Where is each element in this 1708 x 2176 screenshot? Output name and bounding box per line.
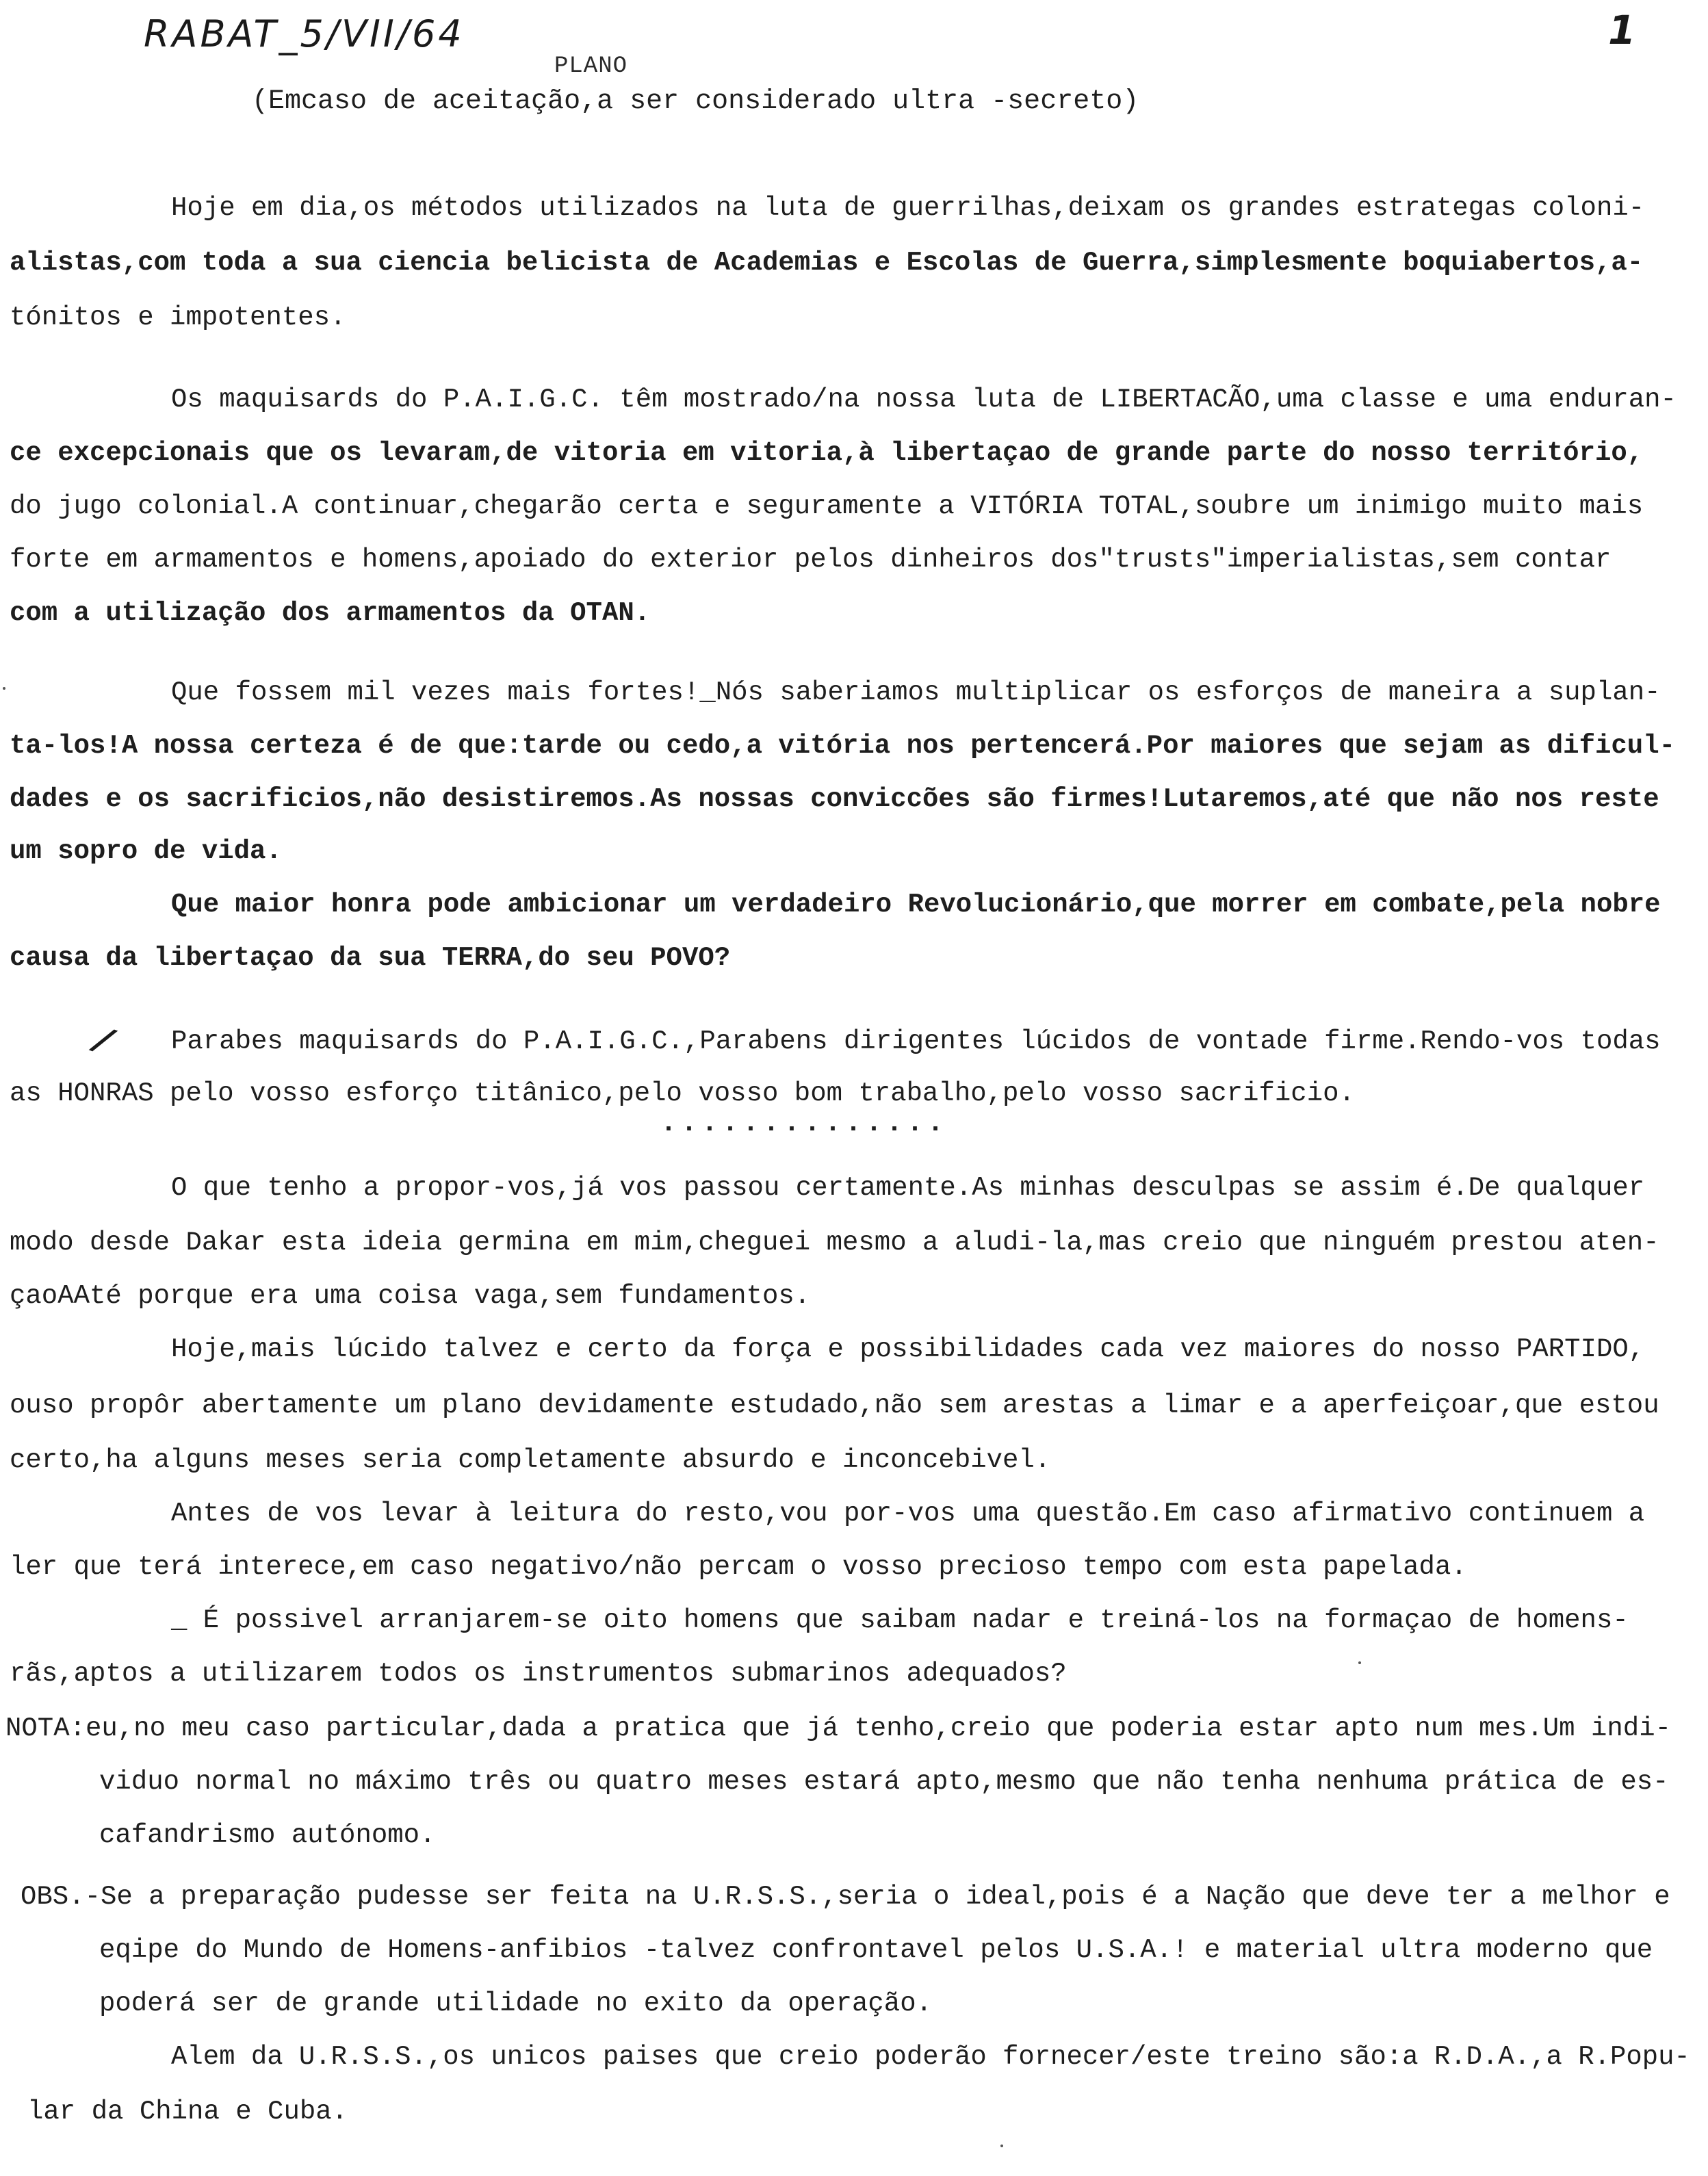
text-line: Hoje em dia,os métodos utilizados na luta de guerrilhas,deixam os grandes estrategas coloni-	[171, 193, 1645, 223]
text-line: OBS.-Se a preparação pudesse ser feita na U.R.S.S.,seria o ideal,pois é a Nação que deve ter a melhor e	[21, 1882, 1670, 1912]
text-line: poderá ser de grande utilidade no exito da operação.	[99, 1989, 932, 2019]
text-line: NOTA:eu,no meu caso particular,dada a pratica que já tenho,creio que poderia estar apto num mes.Um indi-	[5, 1713, 1671, 1744]
document-subtitle: (Emcaso de aceitação,a ser considerado ultra -secreto)	[252, 86, 1139, 117]
scan-speck	[1000, 2145, 1003, 2147]
text-line: eqipe do Mundo de Homens-anfibios -talvez confrontavel pelos U.S.A.! e material ultra moderno que	[99, 1935, 1653, 1965]
text-line: _ É possivel arranjarem-se oito homens que saibam nadar e treiná-los na formaçao de homens-	[171, 1605, 1629, 1635]
text-line: alistas,com toda a sua ciencia belicista de Academias e Escolas de Guerra,simplesmente boquiabertos,a-	[10, 248, 1644, 278]
text-line: cafandrismo autónomo.	[99, 1820, 436, 1850]
handwritten-place-date: RABAT_5/VII/64	[144, 12, 465, 55]
text-line: Hoje,mais lúcido talvez e certo da força e possibilidades cada vez maiores do nosso PARTIDO,	[171, 1334, 1645, 1364]
scan-speck	[1358, 1661, 1361, 1664]
text-line: ouso propôr abertamente um plano devidamente estudado,não sem arestas a limar e a aperfeiçoar,que estou	[10, 1390, 1659, 1421]
text-line: modo desde Dakar esta ideia germina em mim,cheguei mesmo a aludi-la,mas creio que ninguém prestou aten-	[10, 1228, 1659, 1258]
text-line: dades e os sacrificios,não desistiremos.As nossas conviccões são firmes!Lutaremos,até que não nos reste	[10, 784, 1659, 814]
text-line: ta-los!A nossa certeza é de que:tarde ou cedo,a vitória nos pertencerá.Por maiores que sejam as dificul-	[10, 731, 1675, 761]
text-line: Antes de vos levar à leitura do resto,vou por-vos uma questão.Em caso afirmativo continuem a	[171, 1499, 1645, 1529]
text-line: Alem da U.R.S.S.,os unicos paises que creio poderão fornecer/este treino são:a R.D.A.,a R.Popu-	[171, 2042, 1690, 2072]
text-line: Os maquisards do P.A.I.G.C. têm mostrado/na nossa luta de LIBERTACÃO,uma classe e uma enduran-	[171, 385, 1677, 415]
section-separator: ..............	[660, 1109, 948, 1139]
text-line: um sopro de vida.	[10, 836, 282, 866]
text-line: causa da libertaçao da sua TERRA,do seu POVO?	[10, 943, 731, 973]
text-line: certo,ha alguns meses seria completamente absurdo e inconcebivel.	[10, 1445, 1051, 1475]
text-line: ce excepcionais que os levaram,de vitoria em vitoria,à libertaçao de grande parte do nosso território,	[10, 438, 1644, 468]
text-line: Parabes maquisards do P.A.I.G.C.,Parabens dirigentes lúcidos de vontade firme.Rendo-vos todas	[171, 1026, 1661, 1057]
text-line: rãs,aptos a utilizarem todos os instrumentos submarinos adequados?	[10, 1659, 1067, 1689]
text-line: do jugo colonial.A continuar,chegarão certa e seguramente a VITÓRIA TOTAL,soubre um inimigo muito mais	[10, 491, 1644, 521]
text-line: as HONRAS pelo vosso esforço titânico,pelo vosso bom trabalho,pelo vosso sacrificio.	[10, 1078, 1355, 1109]
text-line: com a utilização dos armamentos da OTAN.	[10, 598, 651, 628]
document-title: PLANO	[554, 53, 628, 79]
text-line: çaoAAté porque era uma coisa vaga,sem fundamentos.	[10, 1281, 811, 1311]
scan-speck	[3, 687, 5, 690]
text-line: Que maior honra pode ambicionar um verdadeiro Revolucionário,que morrer em combate,pela nobre	[171, 890, 1661, 920]
text-line: tónitos e impotentes.	[10, 302, 346, 333]
text-line: lar da China e Cuba.	[27, 2097, 348, 2127]
text-line: Que fossem mil vezes mais fortes!_Nós saberiamos multiplicar os esforços de maneira a suplan-	[171, 677, 1661, 708]
text-line: forte em armamentos e homens,apoiado do exterior pelos dinheiros dos"trusts"imperialistas,sem contar	[10, 545, 1612, 575]
text-line: ler que terá interece,em caso negativo/não percam o vosso precioso tempo com esta papelada.	[10, 1552, 1467, 1582]
page-number: 1	[1608, 7, 1636, 53]
text-line: viduo normal no máximo três ou quatro meses estará apto,mesmo que não tenha nenhuma prática de es-	[99, 1767, 1669, 1797]
text-line: O que tenho a propor-vos,já vos passou certamente.As minhas desculpas se assim é.De qualquer	[171, 1173, 1645, 1203]
margin-mark: ⁄	[92, 1020, 114, 1063]
